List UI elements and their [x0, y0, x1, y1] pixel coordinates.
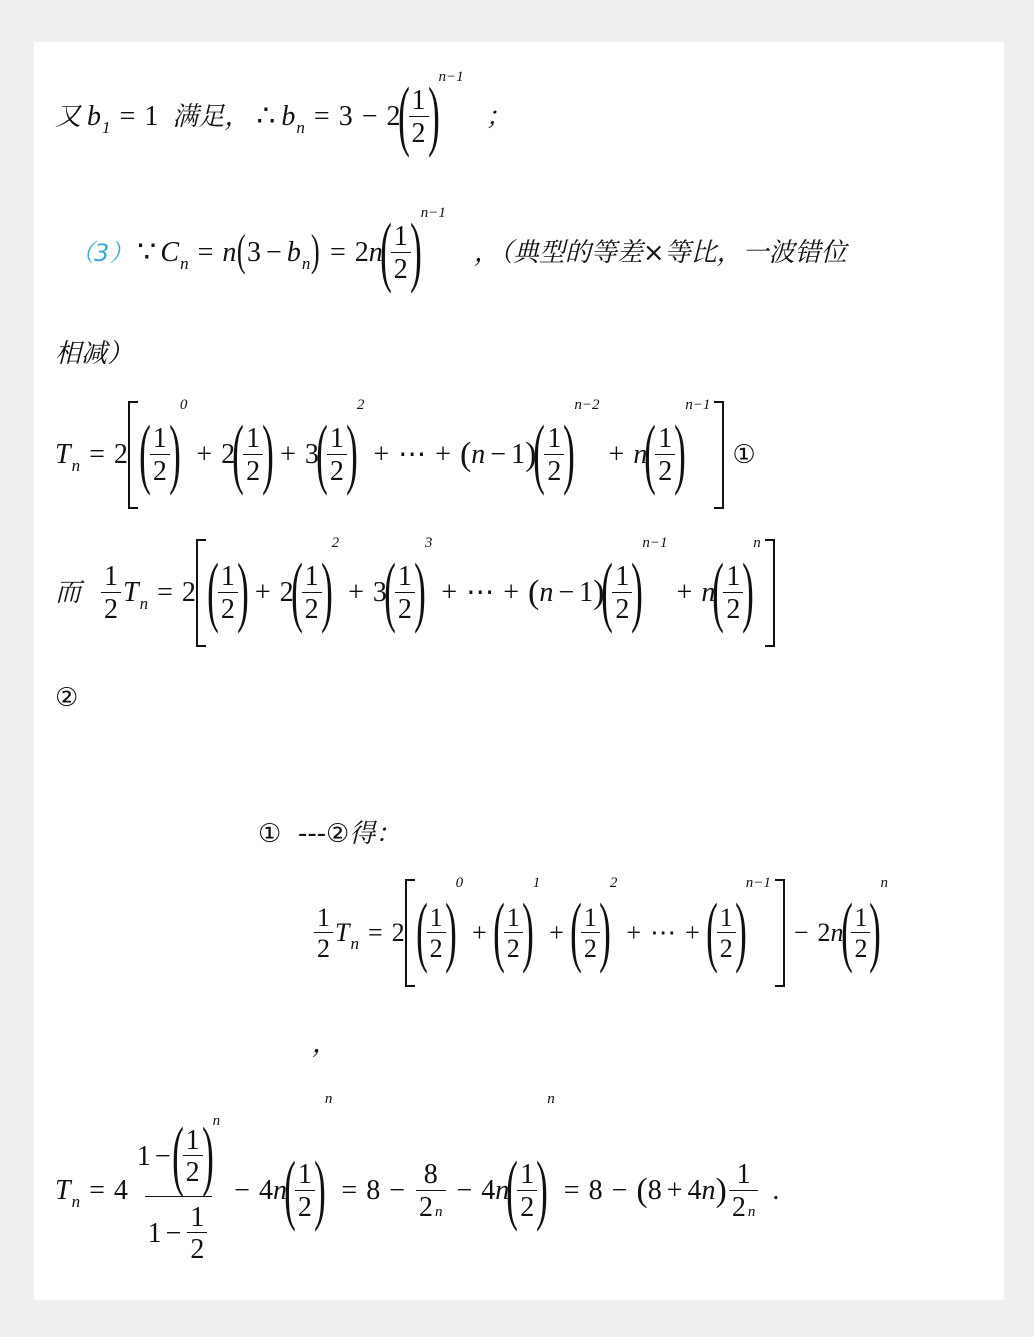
equation-marker-2: ②	[55, 683, 79, 713]
comma-text: ，	[312, 1029, 339, 1059]
text-satisfy: 满足，	[172, 102, 251, 132]
comment-continuation: 相减）	[55, 339, 134, 369]
equation-marker-1: ①	[732, 440, 756, 470]
formula-line-2: （3） ∵ C n = n ( 3 − b n ) = 2 n ( $\frac{1}{2}$ ) n−1 ，（典型的等差×等比，一波错位	[70, 205, 847, 294]
formula-line-1: 又 b 1 = 1 满足， ∴ b n = 3 − 2 ( $\frac{1}{2}$ ) n−1 ；	[55, 69, 512, 158]
formula-line-3	[55, 336, 133, 372]
part-label: （3）	[70, 239, 134, 267]
formula-line-4: T n = 2 ( $\frac{1}{2}$ ) 0 + 2 ( $\frac{1}{2}$ ) + 3 ( $\frac{1}{2}$ ) 2 + ⋯ + ( n − 1 ) ( $\frac{1}{2}$ ) n−2 + n ( $\frac{1}{2}$ ) n−1 ①	[55, 402, 756, 508]
formula-line-6	[55, 680, 78, 716]
comment-text: ，（典型的等差×等比，一波错位	[473, 238, 847, 268]
formula-line-10: T n = 4 1 − ( $\frac{1}{2}$ ) n 1 − $\frac{1}{2}$ − 4 n ( $\frac{1}{2}$ ) n = 8 − $\frac{8}{2 n}$ − 4 n ( $\frac{1}{2}$ ) n = 8 − ( 8 + 4 n ) $\frac{1}{2 n}$ .	[55, 1091, 780, 1265]
subtract-instruction: ① ---②得：	[258, 819, 402, 849]
text-semicolon: ；	[485, 102, 512, 132]
text-you: 又	[55, 102, 82, 132]
half-fraction: ( $\frac{1}{2}$ )	[397, 71, 440, 158]
formula-line-9	[312, 1026, 338, 1062]
text-er: 而	[55, 578, 82, 608]
formula-line-5: 而 $\frac{1}{2}$ T n = 2 ( $\frac{1}{2}$ ) + 2 ( $\frac{1}{2}$ ) 2 + 3 ( $\frac{1}{2}$ ) 3 + ⋯ + ( n − 1 ) ( $\frac{1}{2}$ ) n−1 + n ( $\frac{1}{2}$ ) n	[55, 540, 775, 646]
formula-line-8: $\frac{1}{2}$ T n = 2 ( $\frac{1}{2}$ ) 0 + ( $\frac{1}{2}$ ) 1 + ( $\frac{1}{2}$ ) 2 + ⋯ + ( $\frac{1}{2}$ ) n−1 − 2 n ( $\frac{1}{2}$ ) n	[312, 880, 888, 986]
formula-line-7	[258, 816, 401, 852]
